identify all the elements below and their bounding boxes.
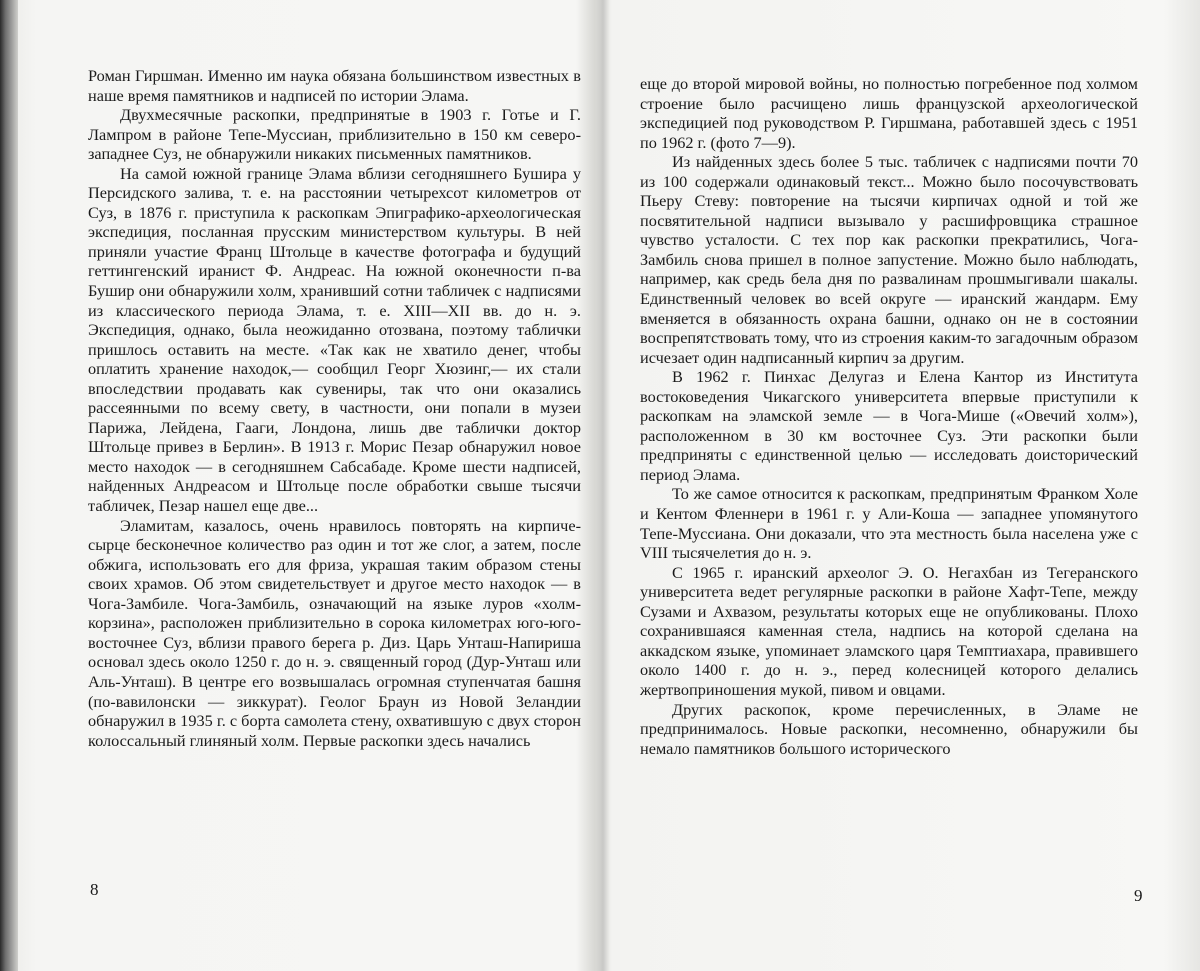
- right-page-text: [640, 74, 1138, 758]
- paragraph: То же самое относится к раскопкам, предпринятым Франком Холе и Кентом Фленнери в 1961 г. у Али-Коша — западнее упомянутого Тепе-Муссиана. Они доказали, что эта местность была населена уже с VIII тысячелетия до н. э.: [640, 484, 1138, 563]
- paragraph: еще до второй мировой войны, но полностью погребенное под холмом строение было расчищено лишь французской археологической экспедицией под руководством Р. Гиршмана, работавшей здесь с 1951 по 1962 г. (фото 7—9).: [640, 74, 1138, 152]
- paragraph: Других раскопок, кроме перечисленных, в Эламе не предпринималось. Новые раскопки, несомненно, обнаружили бы немало памятников большого исторического: [640, 699, 1138, 758]
- left-page-text: [88, 66, 581, 750]
- paragraph: Двухмесячные раскопки, предпринятые в 1903 г. Готье и Г. Лампром в районе Тепе-Муссиан, приблизительно в 150 км северо-западнее Суз, не обнаружили никаких письменных памятников.: [88, 105, 581, 164]
- page-number: 8: [90, 880, 99, 899]
- paragraph: Эламитам, казалось, очень нравилось повторять на кирпиче-сырце бесконечное количество раз один и тот же слог, а затем, после обжига, использовать его для фриза, украшая таким образом стены своих храмов. Об этом свидетельствует и другое место находок — в Чога-Замбиле. Чога-Замбиль, означающий на языке луров «холм-корзина», расположен приблизительно в сорока километрах юго-юго-восточнее Суз, вблизи правого берега р. Диз. Царь Унташ-Напириша основал здесь около 1250 г. до н. э. священный город (Дур-Унташ или Аль-Унташ). В центре его возвышалась огромная ступенчатая башня (по-вавилонски — зиккурат). Геолог Браун из Новой Зеландии обнаружил в 1935 г. с борта самолета стену, охватившую с двух сторон колоссальный глиняный холм. Первые раскопки здесь начались: [88, 515, 581, 750]
- paragraph: С 1965 г. иранский археолог Э. О. Негахбан из Тегеранского университета ведет регулярные раскопки в районе Хафт-Тепе, между Сузами и Ахвазом, результаты которых еще не опубликованы. Плохо сохранившаяся каменная стела, надпись на которой сделана на аккадском языке, упоминает эламского царя Темптиахара, правившего около 1400 г. до н. э., перед колесницей которого делались жертвоприношения мукой, пивом и овцами.: [640, 562, 1138, 699]
- right-page: [600, 0, 1200, 971]
- page-number: 9: [1134, 886, 1143, 905]
- paragraph: На самой южной границе Элама вблизи сегодняшнего Бушира у Персидского залива, т. е. на расстоянии четырехсот километров от Суз, в 1876 г. приступила к раскопкам Эпиграфико-археологическая экспедиция, посланная прусским министерством культуры. В ней приняли участие Франц Штольце в качестве фотографа и будущий геттингенский иранист Ф. Андреас. На южной оконечности п-ва Бушир они обнаружили холм, хранивший сотни табличек с надписями из классического периода Элама, т. е. XIII—XII вв. до н. э. Экспедиция, однако, была неожиданно отозвана, поэтому таблички пришлось оставить на месте. «Так как не хватило денег, чтобы оплатить хранение находок,— сообщил Георг Хюзинг,— их стали впоследствии продавать как сувениры, так что они оказались рассеянными по всему свету, в частности, они попали в музеи Парижа, Лейдена, Гааги, Лондона, лишь две таблички доктор Штольце привез в Берлин». В 1913 г. Морис Пезар обнаружил новое место находок — в сегодняшнем Сабсабаде. Кроме шести надписей, найденных Андреасом и Штольце после обработки свыше тысячи табличек, Пезар нашел еще две...: [88, 163, 581, 516]
- paragraph: В 1962 г. Пинхас Делугаз и Елена Кантор из Института востоковедения Чикагского университета впервые приступили к раскопкам на эламской земле — в Чога-Мише («Овечий холм»), расположенном в 30 км восточнее Суз. Эти раскопки были предприняты с единственной целью — исследовать доисторический период Элама.: [640, 367, 1138, 484]
- paragraph: Из найденных здесь более 5 тыс. табличек с надписями почти 70 из 100 содержали одинаковый текст... Можно было посочувствовать Пьеру Стеву: повторение на тысячи кирпичах одной и той же посвятительной надписи вызывало у расшифровщика страшное чувство усталости. С тех пор как раскопки прекратились, Чога-Замбиль снова пришел в полное запустение. Можно было наблюдать, например, как средь бела дня по развалинам прошмыгивали шакалы. Единственный человек во всей округе — иранский жандарм. Ему вменяется в обязанность охрана башни, однако он не в состоянии воспрепятствовать тому, что из строения каким-то загадочным образом исчезает один надписанный кирпич за другим.: [640, 152, 1138, 367]
- paragraph: Роман Гиршман. Именно им наука обязана большинством известных в наше время памятников и надписей по истории Элама.: [88, 66, 581, 105]
